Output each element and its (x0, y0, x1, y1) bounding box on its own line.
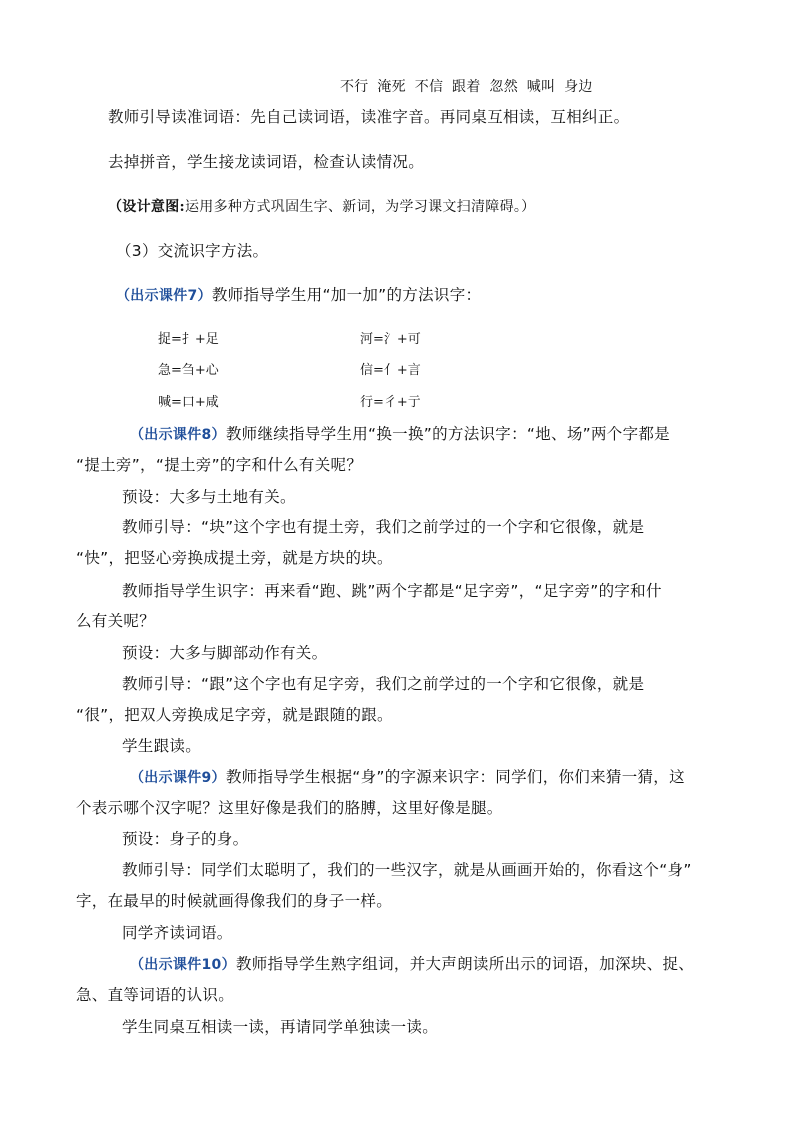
paragraph: “提土旁”，“提土旁”的字和什么有关呢？ (76, 456, 363, 474)
design-text: 运用多种方式巩固生字、新词，为学习课文扫清障碍。） (184, 199, 536, 215)
courseware-tag: （出示课件8） (130, 427, 226, 443)
paragraph (130, 953, 694, 976)
paragraph: 教师指导学生识字：再来看“跑、跳”两个字都是“足字旁”，“足字旁”的字和什 (122, 582, 662, 600)
formula: 捉=扌+足 (158, 332, 219, 347)
paragraph: 急、直等词语的认识。 (76, 986, 235, 1004)
paragraph-text: 教师指导学生用“加一加”的方法识字： (211, 286, 482, 304)
paragraph-text: 教师指导学生根据“身”的字源来识字：同学们，你们来猜一猜，这 (225, 768, 685, 786)
paragraph: 个表示哪个汉字呢？这里好像是我们的胳膊，这里好像是腿。 (76, 799, 503, 817)
design-intent (108, 196, 535, 218)
paragraph: 预设：身子的身。 (122, 830, 249, 848)
paragraph: “很”，把双人旁换成足字旁，就是跟随的跟。 (76, 706, 393, 724)
paragraph (130, 423, 670, 446)
formula: 行=彳+亍 (360, 395, 421, 410)
paragraph: 教师引导：“块”这个字也有提土旁，我们之前学过的一个字和它很像，就是 (122, 518, 645, 536)
paragraph: 学生同桌互相读一读，再请同学单独读一读。 (122, 1018, 439, 1036)
design-label: （设计意图: (108, 199, 185, 215)
paragraph: “快”，把竖心旁换成提土旁，就是方块的块。 (76, 549, 393, 567)
paragraph: 学生跟读。 (122, 737, 202, 755)
courseware-tag: （出示课件7） (116, 288, 212, 304)
formula: 急=刍+心 (158, 363, 219, 378)
paragraph: 教师引导：“跟”这个字也有足字旁，我们之前学过的一个字和它很像，就是 (122, 675, 645, 693)
step-heading: （3）交流识字方法。 (116, 242, 269, 260)
paragraph (130, 766, 685, 789)
formula: 喊=口+咸 (158, 395, 219, 410)
paragraph: 去掉拼音，学生接龙读词语，检查认读情况。 (108, 153, 425, 171)
paragraph: 教师引导：同学们太聪明了，我们的一些汉字，就是从画画开始的，你看这个“身” (122, 861, 692, 879)
formula: 河=氵+可 (360, 332, 421, 347)
paragraph: 预设：大多与脚部动作有关。 (122, 644, 328, 662)
formula: 信=亻+言 (360, 363, 421, 378)
courseware-tag: （出示课件9） (130, 770, 226, 786)
word-list: 不行 淹死 不信 跟着 忽然 喊叫 身边 (340, 79, 593, 95)
paragraph: 教师引导读准词语：先自己读词语，读准字音。再同桌互相读，互相纠正。 (108, 108, 630, 126)
courseware-tag: （出示课件10） (130, 957, 236, 973)
paragraph: 么有关呢？ (76, 612, 156, 630)
paragraph-text: 教师继续指导学生用“换一换”的方法识字：“地、场”两个字都是 (225, 425, 670, 443)
paragraph: 预设：大多与土地有关。 (122, 488, 296, 506)
paragraph: 同学齐读词语。 (122, 924, 233, 942)
paragraph-text: 教师指导学生熟字组词，并大声朗读所出示的词语，加深块、捉、 (235, 955, 695, 973)
paragraph: 字，在最早的时候就画得像我们的身子一样。 (76, 892, 393, 910)
paragraph (116, 284, 481, 307)
